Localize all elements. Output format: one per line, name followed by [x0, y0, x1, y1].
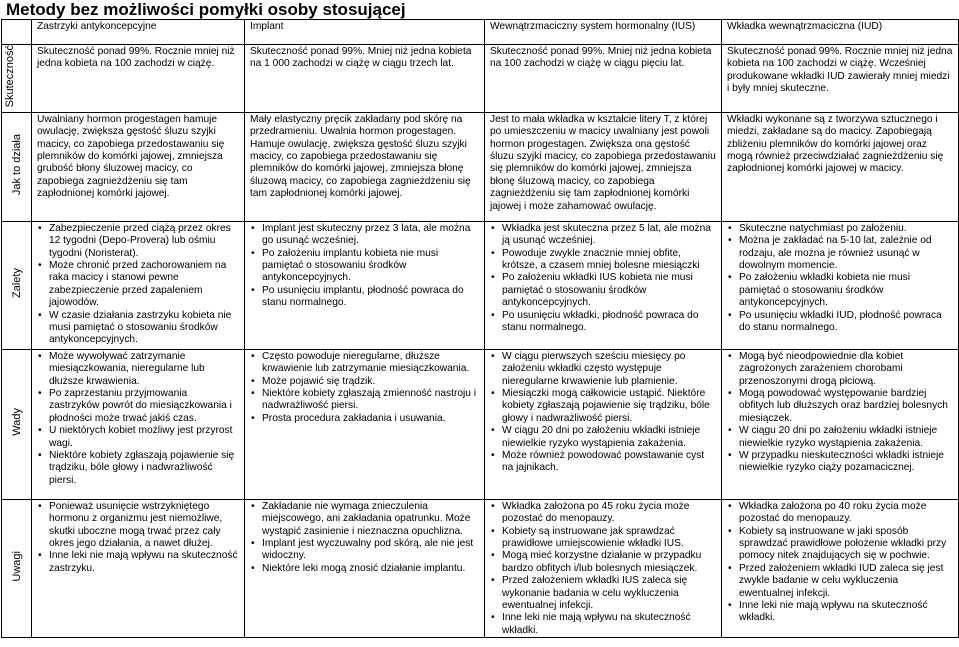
list-item: • Po usunięciu wkładki, płodność powraca do stanu normalnego.: [502, 310, 716, 335]
table-cell: Skuteczność ponad 99%. Mniej niż jedna kobieta na 100 zachodzi w ciążę w ciągu pięciu lat.: [485, 45, 722, 113]
list-item: • Przed założeniem wkładki IUS zaleca się wykonanie badania w celu wykluczenia ewentualnej infekcji.: [502, 575, 716, 612]
table-cell: Skuteczność ponad 99%. Rocznie mniej niż jedna kobieta na 100 zachodzi w ciążę.: [32, 45, 245, 113]
list-item: • W ciągu pierwszych sześciu miesięcy po założeniu wkładki często występuje nieregularne krwawienie lub plamienie.: [502, 351, 716, 388]
table-cell: Skuteczność ponad 99%. Rocznie mniej niż jedna kobieta na 100 zachodzi w ciążę. Wcześniej produkowane wkładki IUD zawierały mniej miedzi i były mniej skuteczne.: [722, 45, 959, 113]
table-cell: [245, 221, 485, 349]
row-label: Zalety: [10, 268, 23, 299]
row-label: Wady: [10, 408, 23, 436]
list-item: • W ciągu 20 dni po założeniu wkładki istnieje niewielkie ryzyko wystąpienia zakażenia.: [739, 425, 953, 450]
table-cell: Jest to mała wkładka w kształcie litery T, z której po umieszczeniu w macicy uwalniany jest powoli hormon progestagen. Zwiększa ona gęstość śluzu szyjki macicy, co zapobiega przedostawaniu się plemników do komórki jajowej, zmniejsza błonę śluzową macicy, co zapobiega zagnieżdżeniu się tam zapłodnionej komórki jajowej i może zahamować owulację.: [485, 112, 722, 221]
list-item: • Po usunięciu wkładki IUD, płodność powraca do stanu normalnego.: [739, 310, 953, 335]
list-item: • Mogą mieć korzystne działanie w przypadku bardzo obfitych i/lub bolesnych miesiączek.: [502, 550, 716, 575]
list-item: • Zabezpieczenie przed ciążą przez okres 12 tygodni (Depo-Provera) lub ośmiu tygodni (Noristerat).: [49, 223, 239, 260]
list-item: • Wkładka założona po 45 roku życia może pozostać do menopauzy.: [502, 501, 716, 526]
list-item: • Po usunięciu implantu, płodność powraca do stanu normalnego.: [262, 285, 479, 310]
list-item: • Kobiety są instruowane w jaki sposób sprawdzać prawidłowe położenie wkładki przy pomocy nitek znajdujących się w pochwie.: [739, 526, 953, 563]
list-item: • Po zaprzestaniu przyjmowania zastrzyków powrót do miesiączkowania i płodności może trwać jakiś czas.: [49, 388, 239, 425]
row-jak: [2, 112, 959, 221]
list-item: • Ponieważ usunięcie wstrzykniętego hormonu z organizmu jest niemożliwe, skutki uboczne mogą trwać przez cały okres jego działania, a nawet dłużej.: [49, 501, 239, 551]
row-skutecznosc: [2, 45, 959, 113]
list-item: • W przypadku nieskuteczności wkładki istnieje niewielkie ryzyko ciąży pozamacicznej.: [739, 450, 953, 475]
row-label: Skuteczność: [3, 45, 16, 108]
list-item: • Przed założeniem wkładki IUD zaleca się jest zwykle badanie w celu wykluczenia ewentualnej infekcji.: [739, 563, 953, 600]
table-cell: [485, 221, 722, 349]
list-item: • Po założeniu wkładki IUS kobieta nie musi pamiętać o stosowaniu środków antykoncepcyjnych.: [502, 272, 716, 309]
list-item: • Może pojawić się trądzik.: [262, 376, 479, 388]
table-cell: [245, 349, 485, 499]
row-label-cell: [2, 221, 32, 349]
table-cell: [722, 499, 959, 637]
row-label-cell: [2, 349, 32, 499]
row-label-cell: [2, 499, 32, 637]
table-cell: Wkładki wykonane są z tworzywa sztucznego i miedzi, zakładane są do macicy. Zapobiegają zbliżeniu plemników do komórki jajowej oraz mogą również przeciwdziałać zagnieżdżeniu się zapłodnionej komórki jajowej w macicy.: [722, 112, 959, 221]
table-cell: [245, 499, 485, 637]
column-header: Zastrzyki antykoncepcyjne: [32, 20, 245, 45]
list-item: • Po założeniu wkładki kobieta nie musi pamiętać o stosowaniu środków antykoncepcyjnych.: [739, 272, 953, 309]
comparison-table: [1, 19, 959, 638]
list-item: • Mogą powodować występowanie bardziej obfitych lub dłuższych oraz bardziej bolesnych miesiączek.: [739, 388, 953, 425]
list-item: • Wkładka założona po 40 roku życia może pozostać do menopauzy.: [739, 501, 953, 526]
list-item: • Implant jest skuteczny przez 3 lata, ale można go usunąć wcześniej.: [262, 223, 479, 248]
list-item: • Może chronić przed zachorowaniem na raka macicy i stanowi pewne zabezpieczenie przed zapaleniem jajowodów.: [49, 260, 239, 310]
page-title: Metody bez możliwości pomyłki osoby stosującej: [6, 0, 406, 19]
list-item: • Niektóre kobiety zgłaszają pojawienie się trądziku, bóle głowy i nadwrażliwość piersi.: [49, 450, 239, 487]
list-item: • Po założeniu implantu kobieta nie musi pamiętać o stosowaniu środków antykoncepcyjnych.: [262, 248, 479, 285]
table-cell: Mały elastyczny pręcik zakładany pod skórę na przedramieniu. Uwalnia hormon progestagen. Hamuje owulację, zwiększa gęstość śluzu szyjki macicy, co zapobiega przedostawaniu się plemników do komórki jajowej, zmniejsza błonę śluzową macicy, co zapobiega zagnieżdżeniu się tam zapłodnionej komórki jajowej.: [245, 112, 485, 221]
list-item: • Inne leki nie mają wpływu na skuteczność zastrzyku.: [49, 550, 239, 575]
row-label: Jak to działa: [10, 134, 23, 196]
list-item: • Niektóre leki mogą znosić działanie implantu.: [262, 563, 479, 575]
row-label: Uwagi: [10, 551, 23, 582]
list-item: • Powoduje zwykle znacznie mniej obfite, krótsze, a czasem mniej bolesne miesiączki: [502, 248, 716, 273]
list-item: • W ciągu 20 dni po założeniu wkładki istnieje niewielkie ryzyko wystąpienia zakażenia.: [502, 425, 716, 450]
list-item: • Może wywoływać zatrzymanie miesiączkowania, nieregularne lub dłuższe krwawienia.: [49, 351, 239, 388]
list-item: • Kobiety są instruowane jak sprawdzać prawidłowe umiejscowienie wkładki IUS.: [502, 526, 716, 551]
list-item: • Prosta procedura zakładania i usuwania.: [262, 413, 479, 425]
table-cell: [722, 349, 959, 499]
table-cell: [722, 221, 959, 349]
header-row: [2, 20, 959, 45]
list-item: • Mogą być nieodpowiednie dla kobiet zagrożonych zarażeniem chorobami przenoszonymi drogą płciową.: [739, 351, 953, 388]
table-cell: [32, 221, 245, 349]
list-item: • Można je zakładać na 5-10 lat, zależnie od rodzaju, ale można je również usunąć w dowolnym momencie.: [739, 235, 953, 272]
column-header: Wkładka wewnątrzmaciczna (IUD): [722, 20, 959, 45]
row-uwagi: [2, 499, 959, 637]
table-cell: Skuteczność ponad 99%. Mniej niż jedna kobieta na 1 000 zachodzi w ciążę w ciągu trzech lat.: [245, 45, 485, 113]
row-zalety: [2, 221, 959, 349]
list-item: • Inne leki nie mają wpływu na skuteczność wkładki.: [739, 600, 953, 625]
list-item: • Skuteczne natychmiast po założeniu.: [739, 223, 953, 235]
table-cell: Uwalniany hormon progestagen hamuje owulację, zwiększa gęstość śluzu szyjki macicy, co zapobiega przedostawaniu się plemników do komórki jajowej, zmniejsza grubość błony śluzowej macicy, co zapobiega zagnieżdżeniu się tam zapłodnionej komórki jajowej.: [32, 112, 245, 221]
table-cell: [32, 349, 245, 499]
list-item: • Może również powodować powstawanie cyst na jajnikach.: [502, 450, 716, 475]
list-item: • U niektórych kobiet możliwy jest przyrost wagi.: [49, 425, 239, 450]
table-cell: [32, 499, 245, 637]
list-item: • Niektóre kobiety zgłaszają zmienność nastroju i nadwrażliwość piersi.: [262, 388, 479, 413]
row-label-cell: [2, 45, 32, 113]
table-cell: [485, 499, 722, 637]
list-item: • W czasie działania zastrzyku kobieta nie musi pamiętać o stosowaniu środków antykoncepcyjnych.: [49, 310, 239, 347]
list-item: • Implant jest wyczuwalny pod skórą, ale nie jest widoczny.: [262, 538, 479, 563]
corner-cell: [2, 20, 32, 45]
column-header: Wewnątrzmaciczny system hormonalny (IUS): [485, 20, 722, 45]
list-item: • Inne leki nie mają wpływu na skuteczność wkładki.: [502, 612, 716, 637]
list-item: • Wkładka jest skuteczna przez 5 lat, ale można ją usunąć wcześniej.: [502, 223, 716, 248]
list-item: • Miesiączki mogą całkowicie ustąpić. Niektóre kobiety zgłaszają pojawienie się trądziku, bóle głowy i nadwrażliwość piersi.: [502, 388, 716, 425]
table-cell: [485, 349, 722, 499]
list-item: • Często powoduje nieregularne, dłuższe krwawienie lub zatrzymanie miesiączkowania.: [262, 351, 479, 376]
row-label-cell: [2, 112, 32, 221]
column-header: Implant: [245, 20, 485, 45]
row-wady: [2, 349, 959, 499]
list-item: • Zakładanie nie wymaga znieczulenia miejscowego, ani zakładania opatrunku. Może wystąpić zasinienie i nieznaczna opuchlizna.: [262, 501, 479, 538]
